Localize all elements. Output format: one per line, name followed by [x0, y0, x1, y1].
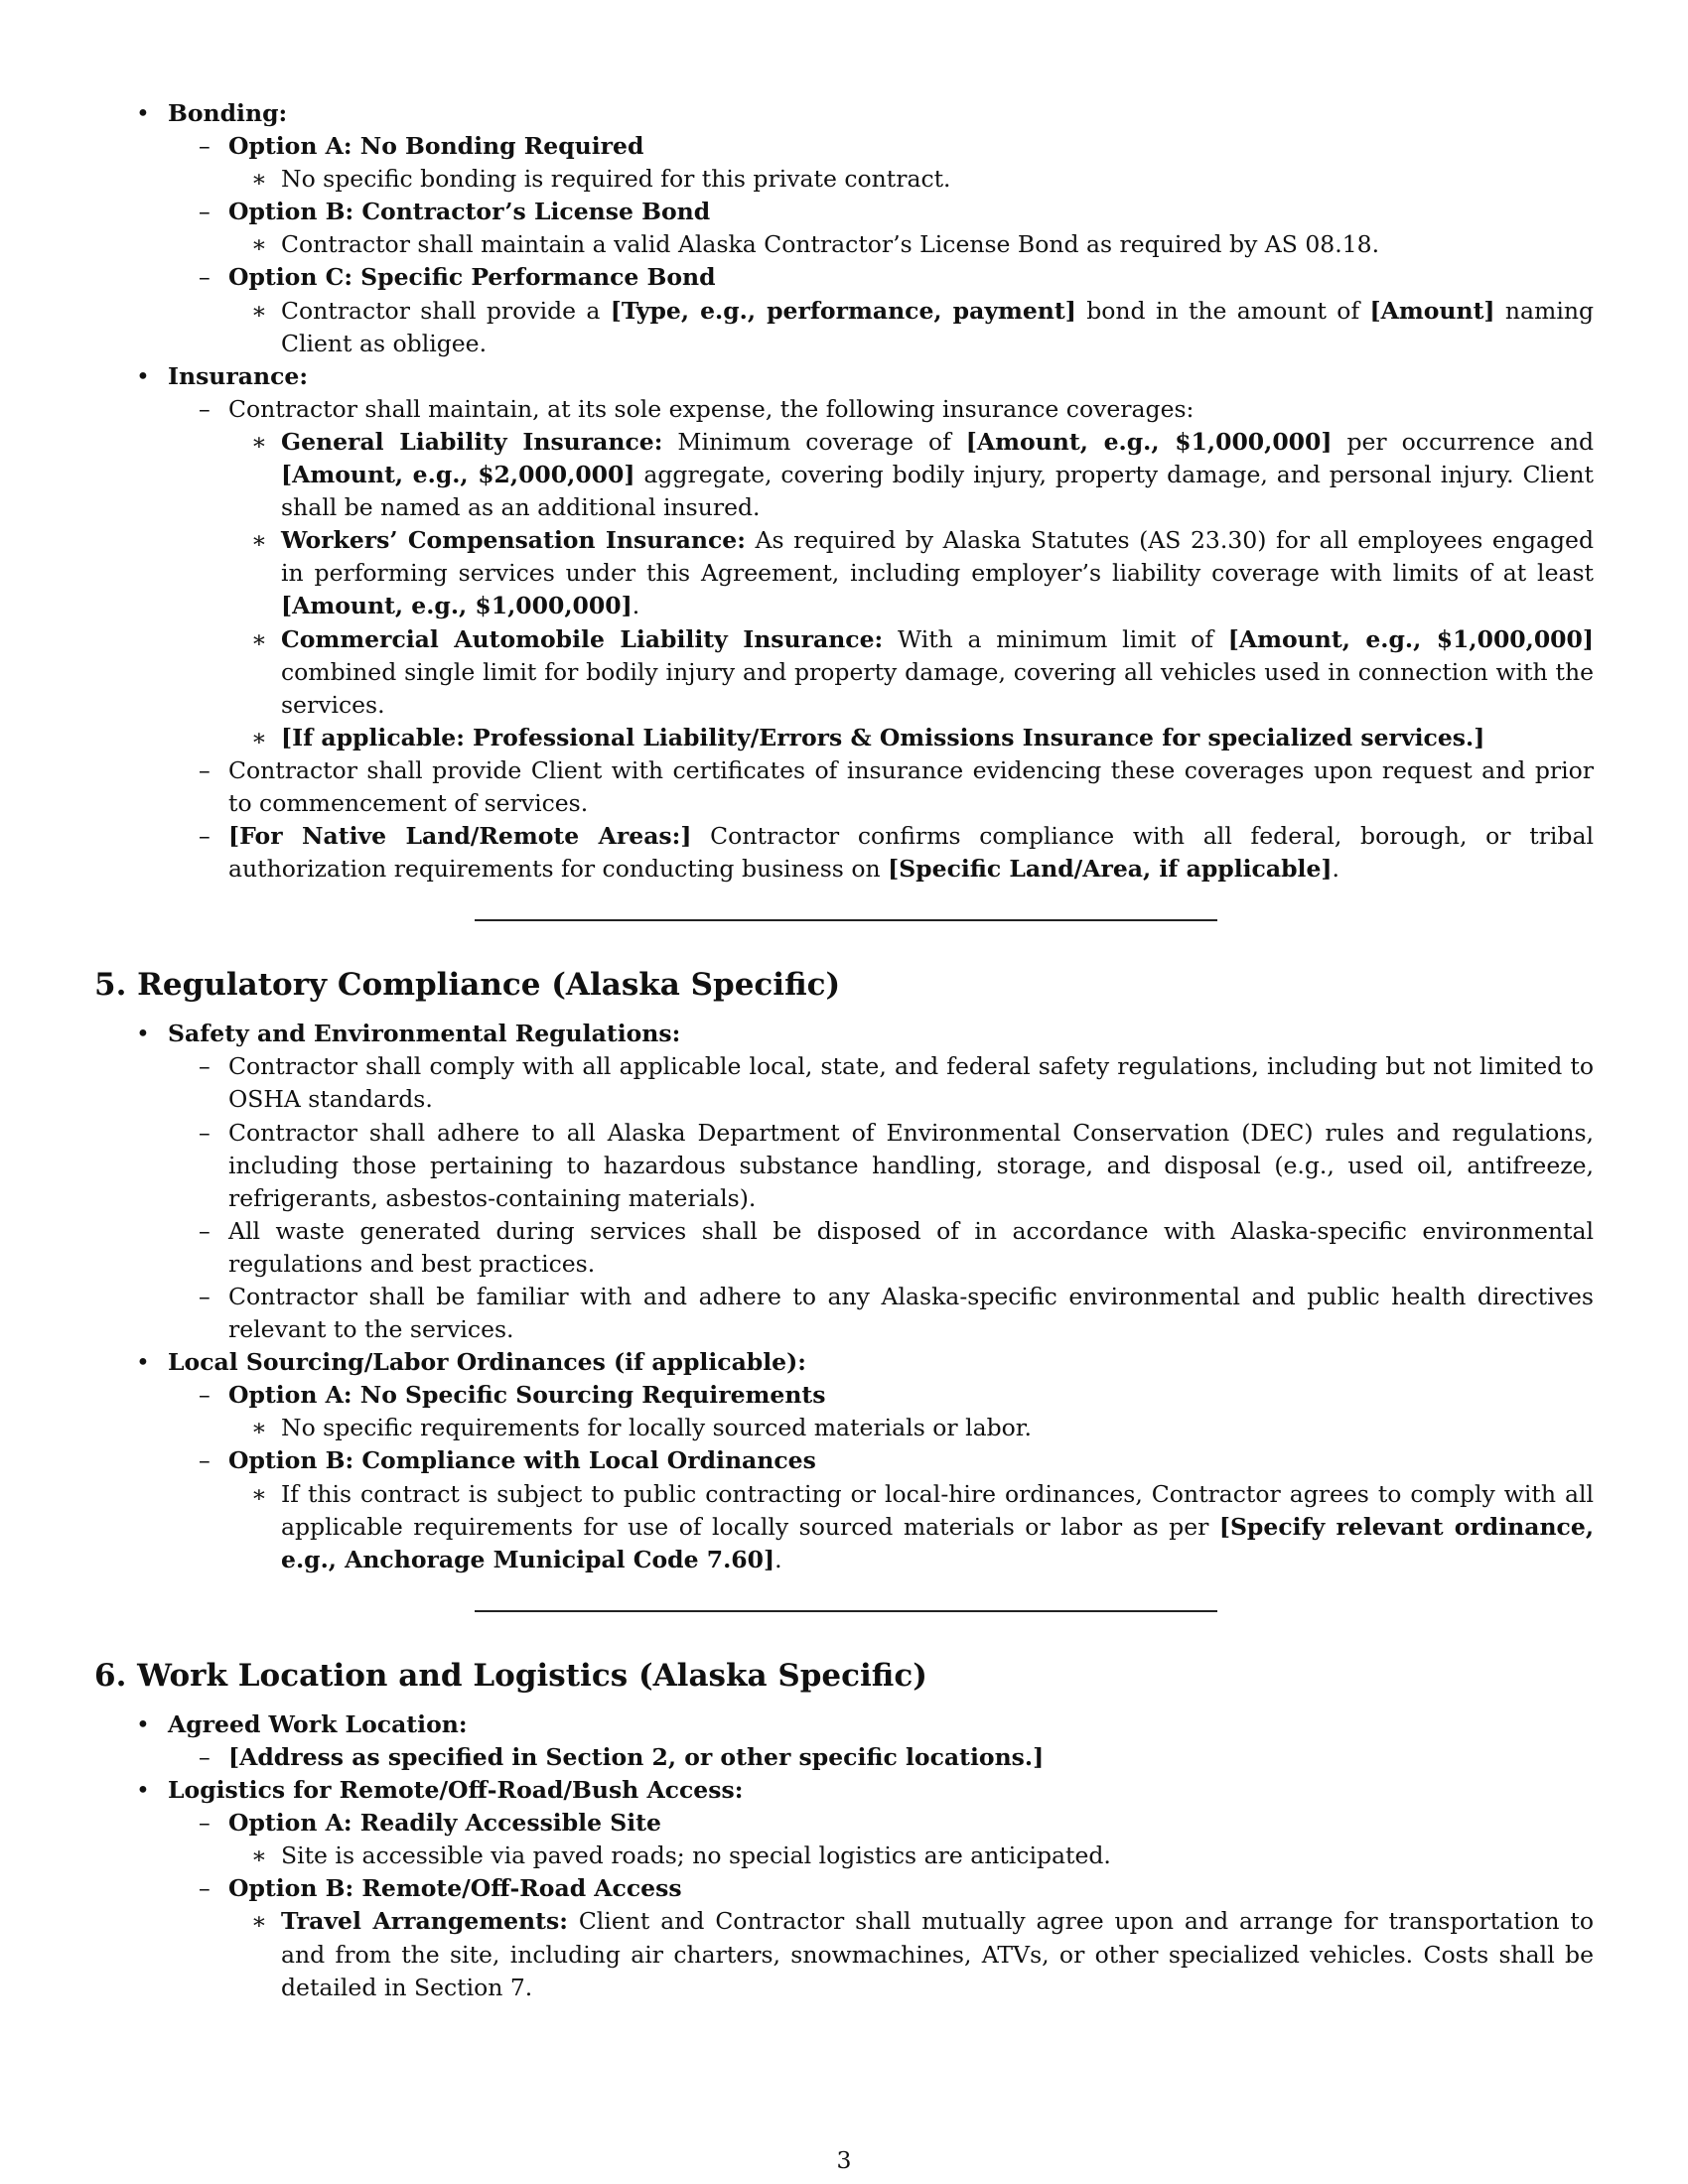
list-item: [94, 1478, 1594, 1576]
item-text: As required by Alaska Statutes (AS 23.30) for all employees engaged in performing services under this Agreement, including employer’s liability coverage with limits of at least: [281, 526, 1594, 588]
item-text: Client and Contractor shall mutually agree upon and arrange for transportation to and from the site, including air charters, snowmachines, ATVs, or other specialized vehicles. Costs shall be detailed in Section 7.: [281, 1907, 1594, 2001]
item-title: Agreed Work Location:: [168, 1709, 468, 1738]
star-marker: ∗: [251, 1842, 267, 1870]
dash-marker: –: [199, 394, 211, 423]
item-text: Contractor shall maintain, at its sole expense, the following insurance coverages:: [228, 394, 1195, 423]
item-text: Contractor shall comply with all applicable local, state, and federal safety regulations, including but not limited to OSHA standards.: [228, 1052, 1594, 1114]
section-divider: [475, 1610, 1217, 1612]
list-item: [94, 163, 1594, 196]
bullet-marker: •: [136, 1348, 150, 1377]
list-item-bonding-option-b: [94, 196, 1594, 228]
list-item-bonding-option-c: [94, 261, 1594, 294]
item-text: Contractor shall adhere to all Alaska Department of Environmental Conservation (DEC) rules and regulations, including those pertaining to hazardous substance handling, storage, and disposal (e.g., used oil, antifreeze, refrigerants, asbestos-containing materials).: [228, 1118, 1594, 1212]
list-item-bonding-option-a: [94, 130, 1594, 163]
dash-marker: –: [199, 1809, 211, 1838]
star-marker: ∗: [251, 1907, 267, 1936]
item-text: Contractor shall be familiar with and adhere to any Alaska-specific environmental and public health directives relevant to the services.: [228, 1283, 1594, 1344]
option-title: Option B: Remote/Off-Road Access: [228, 1874, 682, 1903]
item-text: If this contract is subject to public contracting or local-hire ordinances, Contractor agrees to comply with all applicable requirements for use of locally sourced materials or labor as per: [281, 1479, 1594, 1541]
list-item-travel: [94, 1905, 1594, 2003]
list-item-logistics-option-a: [94, 1807, 1594, 1840]
item-text: per occurrence and: [1332, 427, 1594, 456]
item-text: Contractor confirms compliance with all federal, borough, or tribal authorization requirements for conducting business on: [228, 822, 1594, 884]
list-item-insurance: [94, 360, 1594, 393]
star-marker: ∗: [251, 165, 267, 194]
list-item-safety: [94, 1018, 1594, 1050]
list-item-general-liability: [94, 426, 1594, 524]
section-divider: [475, 919, 1217, 921]
placeholder-field: [Address as specified in Section 2, or other specific locations.]: [228, 1742, 1045, 1771]
bullet-marker: •: [136, 1776, 150, 1805]
item-text: .: [1332, 855, 1339, 884]
dash-marker: –: [199, 1381, 211, 1410]
option-title: Option B: Compliance with Local Ordinances: [228, 1446, 816, 1475]
item-text: With a minimum limit of: [883, 624, 1228, 653]
item-text: .: [632, 592, 640, 620]
star-marker: ∗: [251, 526, 267, 555]
list-item: [94, 1215, 1594, 1281]
item-text: combined single limit for bodily injury and property damage, covering all vehicles used in connection with the services.: [281, 657, 1594, 719]
item-title: Safety and Environmental Regulations:: [168, 1020, 681, 1048]
placeholder-field: [Amount, e.g., $1,000,000]: [281, 592, 633, 620]
dash-marker: –: [199, 1283, 211, 1310]
list-item-bonding: [94, 97, 1594, 130]
list-item: [94, 1281, 1594, 1346]
list-item-logistics: [94, 1774, 1594, 1807]
list-item: [94, 1117, 1594, 1215]
dash-marker: –: [199, 1874, 211, 1903]
dash-marker: –: [199, 1742, 211, 1771]
dash-marker: –: [199, 132, 211, 161]
list-item-work-location: [94, 1708, 1594, 1741]
placeholder-field: [Specific Land/Area, if applicable]: [888, 855, 1333, 884]
bullet-marker: •: [136, 99, 150, 127]
section-heading-5: 5. Regulatory Compliance (Alaska Specific): [94, 967, 841, 1004]
list-item: [94, 228, 1594, 261]
dash-marker: –: [199, 822, 211, 851]
list-item: [94, 754, 1594, 820]
dash-marker: –: [199, 1118, 211, 1147]
insurance-title: Insurance:: [168, 361, 309, 390]
list-item: [94, 1840, 1594, 1872]
placeholder-field: [Amount]: [1369, 296, 1495, 325]
item-label: Travel Arrangements:: [281, 1907, 568, 1936]
placeholder-field: [Specify relevant ordinance, e.g., Anchorage Municipal Code 7.60]: [281, 1512, 1595, 1573]
list-item-local-option-a: [94, 1379, 1594, 1412]
star-marker: ∗: [251, 1414, 267, 1442]
dash-marker: –: [199, 1052, 211, 1081]
placeholder-field: [If applicable: Professional Liability/Errors & Omissions Insurance for specialized services.]: [281, 723, 1485, 751]
bonding-title: Bonding:: [168, 99, 288, 127]
placeholder-field: [Amount, e.g., $2,000,000]: [281, 461, 635, 489]
item-text: aggregate, covering bodily injury, property damage, and personal injury. Client shall be named as an additional insured.: [281, 461, 1594, 522]
list-item: [94, 1412, 1594, 1444]
item-title: Local Sourcing/Labor Ordinances (if applicable):: [168, 1348, 806, 1377]
page-number: 3: [836, 2146, 852, 2174]
list-item: [94, 820, 1594, 886]
item-text: .: [774, 1545, 782, 1573]
list-item: [94, 1050, 1594, 1116]
list-item: [94, 1741, 1594, 1774]
list-item-auto-liability: [94, 623, 1594, 722]
item-label: Workers’ Compensation Insurance:: [281, 526, 746, 555]
star-marker: ∗: [251, 624, 267, 653]
list-item-workers-comp: [94, 524, 1594, 622]
section-heading-6: 6. Work Location and Logistics (Alaska Specific): [94, 1657, 927, 1694]
option-title: Option A: No Bonding Required: [228, 132, 644, 161]
item-text: Minimum coverage of: [662, 427, 966, 456]
star-marker: ∗: [251, 1479, 267, 1508]
list-item-local-option-b: [94, 1444, 1594, 1477]
placeholder-field: [Type, e.g., performance, payment]: [610, 296, 1076, 325]
item-text: Contractor shall provide Client with certificates of insurance evidencing these coverages upon request and prior to commencement of services.: [228, 755, 1594, 817]
item-text: naming Client as obligee.: [281, 296, 1595, 357]
list-item-professional-liability: [94, 722, 1594, 754]
bullet-marker: •: [136, 1709, 150, 1738]
star-marker: ∗: [251, 296, 267, 325]
item-label: Commercial Automobile Liability Insurance:: [281, 624, 884, 653]
star-marker: ∗: [251, 427, 267, 456]
item-text: No specific requirements for locally sourced materials or labor.: [281, 1414, 1032, 1442]
star-marker: ∗: [251, 723, 267, 751]
item-text: Contractor shall provide a: [281, 296, 611, 325]
option-title: Option C: Specific Performance Bond: [228, 263, 716, 292]
option-title: Option A: Readily Accessible Site: [228, 1809, 661, 1838]
list-item: [94, 295, 1594, 360]
list-item-logistics-option-b: [94, 1872, 1594, 1905]
item-title: Logistics for Remote/Off-Road/Bush Access:: [168, 1776, 744, 1805]
dash-marker: –: [199, 198, 211, 226]
list-item: [94, 393, 1594, 426]
item-text: No specific bonding is required for this private contract.: [281, 165, 951, 194]
dash-marker: –: [199, 1446, 211, 1475]
dash-marker: –: [199, 1216, 211, 1245]
bullet-marker: •: [136, 1020, 150, 1048]
star-marker: ∗: [251, 230, 267, 259]
item-text: bond in the amount of: [1075, 296, 1370, 325]
dash-marker: –: [199, 263, 211, 292]
document-page: [94, 97, 1594, 2004]
placeholder-field: [Amount, e.g., $1,000,000]: [1227, 624, 1594, 653]
item-text: Contractor shall maintain a valid Alaska Contractor’s License Bond as required by AS 08.18.: [281, 230, 1380, 259]
list-item-local-sourcing: [94, 1346, 1594, 1379]
placeholder-field: [Amount, e.g., $1,000,000]: [965, 427, 1333, 456]
item-label: General Liability Insurance:: [281, 427, 663, 456]
item-text: Site is accessible via paved roads; no special logistics are anticipated.: [281, 1842, 1111, 1870]
item-text: All waste generated during services shall be disposed of in accordance with Alaska-specific environmental regulations and best practices.: [228, 1216, 1594, 1278]
bullet-marker: •: [136, 361, 150, 390]
dash-marker: –: [199, 755, 211, 784]
option-title: Option A: No Specific Sourcing Requirements: [228, 1381, 826, 1410]
option-title: Option B: Contractor’s License Bond: [228, 198, 711, 226]
item-label: [For Native Land/Remote Areas:]: [228, 822, 692, 851]
